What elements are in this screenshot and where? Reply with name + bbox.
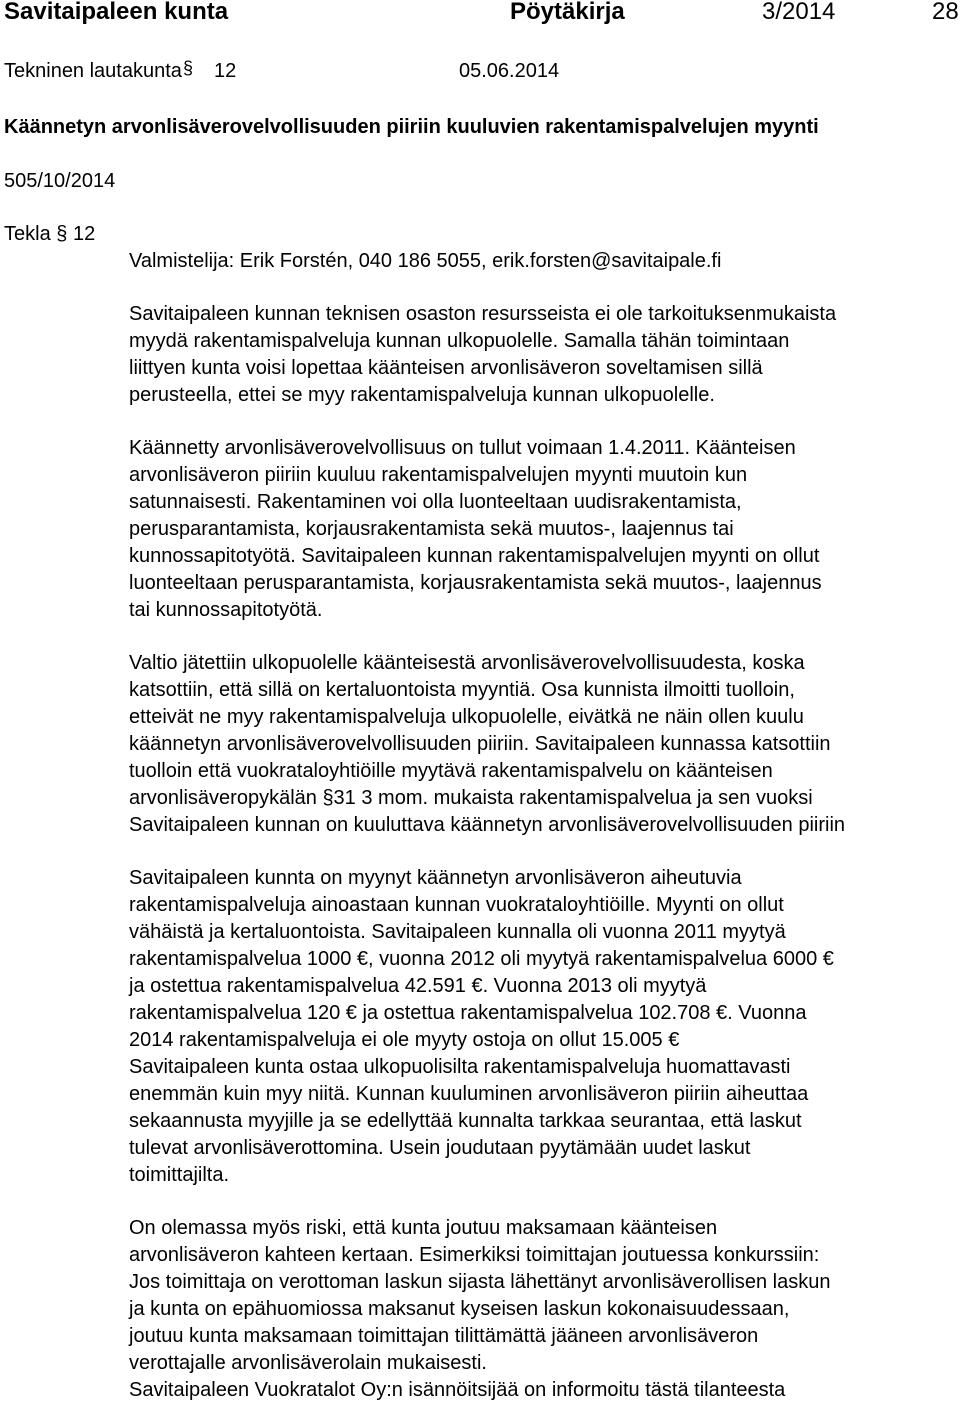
- body-line: sekaannusta myyjille ja se edellyttää kunnalta tarkkaa seurantaa, että laskut: [129, 1110, 802, 1132]
- paragraph-gap: [129, 1189, 960, 1215]
- body-line: Savitaipaleen kunnta on myynyt käännetyn arvonlisäveron aiheutuvia: [129, 867, 742, 889]
- body-line: perusteella, ettei se myy rakentamispalveluja kunnan ulkopuolelle.: [129, 384, 715, 406]
- body-line: arvonlisäveron kahteen kertaan. Esimerkiksi toimittajan joutuessa konkurssiin:: [129, 1244, 820, 1266]
- paragraph-gap: [129, 275, 960, 301]
- body-line: Savitaipaleen Vuokratalot Oy:n isännöitsijää on informoitu tästä tilanteesta: [129, 1379, 786, 1401]
- body-line: rakentamispalvelua 120 € ja ostettua rakentamispalvelua 102.708 €. Vuonna: [129, 1002, 807, 1024]
- organization-name: Savitaipaleen kunta: [4, 0, 229, 25]
- body-line: luonteeltaan perusparantamista, korjausrakentamista sekä muutos-, laajennus: [129, 572, 822, 594]
- section-sign: §: [56, 223, 68, 245]
- paragraph-gap: [129, 839, 960, 865]
- body-line: satunnaisesti. Rakentaminen voi olla luonteeltaan uudisrakentamista,: [129, 491, 742, 513]
- body-line: toimittajilta.: [129, 1164, 230, 1186]
- body-line: rakentamispalvelua 1000 €, vuonna 2012 oli myytyä rakentamispalvelua 6000 €: [129, 948, 834, 970]
- body-line: ja ostettua rakentamispalvelua 42.591 €. Vuonna 2013 oli myytyä: [129, 975, 707, 997]
- body-line: etteivät ne myy rakentamispalveluja ulkopuolelle, eivätkä ne näin ollen kuulu: [129, 706, 804, 728]
- reference-code: 505/10/2014: [4, 170, 116, 192]
- body-line: rakentamispalveluja ainoastaan kunnan vuokrataloyhtiöille. Myynti on ollut: [129, 894, 784, 916]
- paragraph-gap: [129, 624, 960, 650]
- meeting-section-number: 12: [214, 60, 237, 82]
- body-line: verottajalle arvonlisäverolain mukaisesti.: [129, 1352, 487, 1374]
- page-number: 28: [932, 0, 959, 25]
- body-line: vähäistä ja kertaluontoista. Savitaipaleen kunnalla oli vuonna 2011 myytyä: [129, 921, 786, 943]
- body-line: tulevat arvonlisäverottomina. Usein joudutaan pyytämään uudet laskut: [129, 1137, 751, 1159]
- body-line: Savitaipaleen kunnan on kuuluttava käännetyn arvonlisäverovelvollisuuden piiriin: [129, 814, 846, 836]
- body-line: myydä rakentamispalveluja kunnan ulkopuolelle. Samalla tähän toimintaan: [129, 330, 790, 352]
- body-line: katsottiin, että sillä on kertaluontoista myyntiä. Osa kunnista ilmoitti tuolloin,: [129, 679, 795, 701]
- body-line: tuolloin että vuokrataloyhtiöille myytävä rakentamispalvelu on käänteisen: [129, 760, 773, 782]
- body-line: ja kunta on epähuomiossa maksanut kyseisen laskun kokonaisuudessaan,: [129, 1298, 790, 1320]
- section-sign: §: [183, 58, 194, 78]
- tekla-reference: [4, 223, 95, 246]
- body-line: käännetyn arvonlisäverovelvollisuuden piiriin. Savitaipaleen kunnassa katsottiin: [129, 733, 831, 755]
- body-line: Savitaipaleen kunta ostaa ulkopuolisilta rakentamispalveluja huomattavasti: [129, 1056, 791, 1078]
- body-line: Savitaipaleen kunnan teknisen osaston resursseista ei ole tarkoituksenmukaista: [129, 303, 837, 325]
- body-line: 2014 rakentamispalveluja ei ole myyty ostoja on ollut 15.005 €: [129, 1029, 680, 1051]
- body-line: Käännetty arvonlisäverovelvollisuus on tullut voimaan 1.4.2011. Käänteisen: [129, 437, 796, 459]
- committee-name: Tekninen lautakunta: [4, 60, 182, 82]
- body-line: joutuu kunta maksamaan toimittajan tilittämättä jääneen arvonlisäveron: [129, 1325, 759, 1347]
- matter-title: Käännetyn arvonlisäverovelvollisuuden piiriin kuuluvien rakentamispalvelujen myynti: [4, 116, 819, 138]
- body-line: On olemassa myös riski, että kunta joutuu maksamaan käänteisen: [129, 1217, 718, 1239]
- body-line: tai kunnossapitotyötä.: [129, 599, 323, 621]
- paragraph-gap: [129, 409, 960, 435]
- body-line: perusparantamista, korjausrakentamista sekä muutos-, laajennus tai: [129, 518, 734, 540]
- tekla-number: 12: [72, 223, 96, 245]
- document-body: [129, 248, 960, 1404]
- body-line: enemmän kuin myy niitä. Kunnan kuuluminen arvonlisäveron piiriin aiheuttaa: [129, 1083, 809, 1105]
- body-line: arvonlisäveropykälän §31 3 mom. mukaista rakentamispalvelua ja sen vuoksi: [129, 787, 813, 809]
- body-line: arvonlisäveron piiriin kuuluu rakentamispalvelujen myynti muutoin kun: [129, 464, 748, 486]
- body-line: Jos toimittaja on verottoman laskun sijasta lähettänyt arvonlisäverollisen laskun: [129, 1271, 831, 1293]
- body-line: Valmistelija: Erik Forstén, 040 186 5055, erik.forsten@savitaipale.fi: [129, 250, 722, 272]
- meeting-date: 05.06.2014: [459, 60, 560, 82]
- body-line: liittyen kunta voisi lopettaa käänteisen arvonlisäveron soveltamisen sillä: [129, 357, 763, 379]
- tekla-label: Tekla: [4, 223, 51, 245]
- document-type: Pöytäkirja: [510, 0, 625, 25]
- body-line: Valtio jätettiin ulkopuolelle käänteisestä arvonlisäverovelvollisuudesta, koska: [129, 652, 805, 674]
- document-number: 3/2014: [762, 0, 836, 25]
- body-line: kunnossapitotyötä. Savitaipaleen kunnan rakentamispalvelujen myynti on ollut: [129, 545, 820, 567]
